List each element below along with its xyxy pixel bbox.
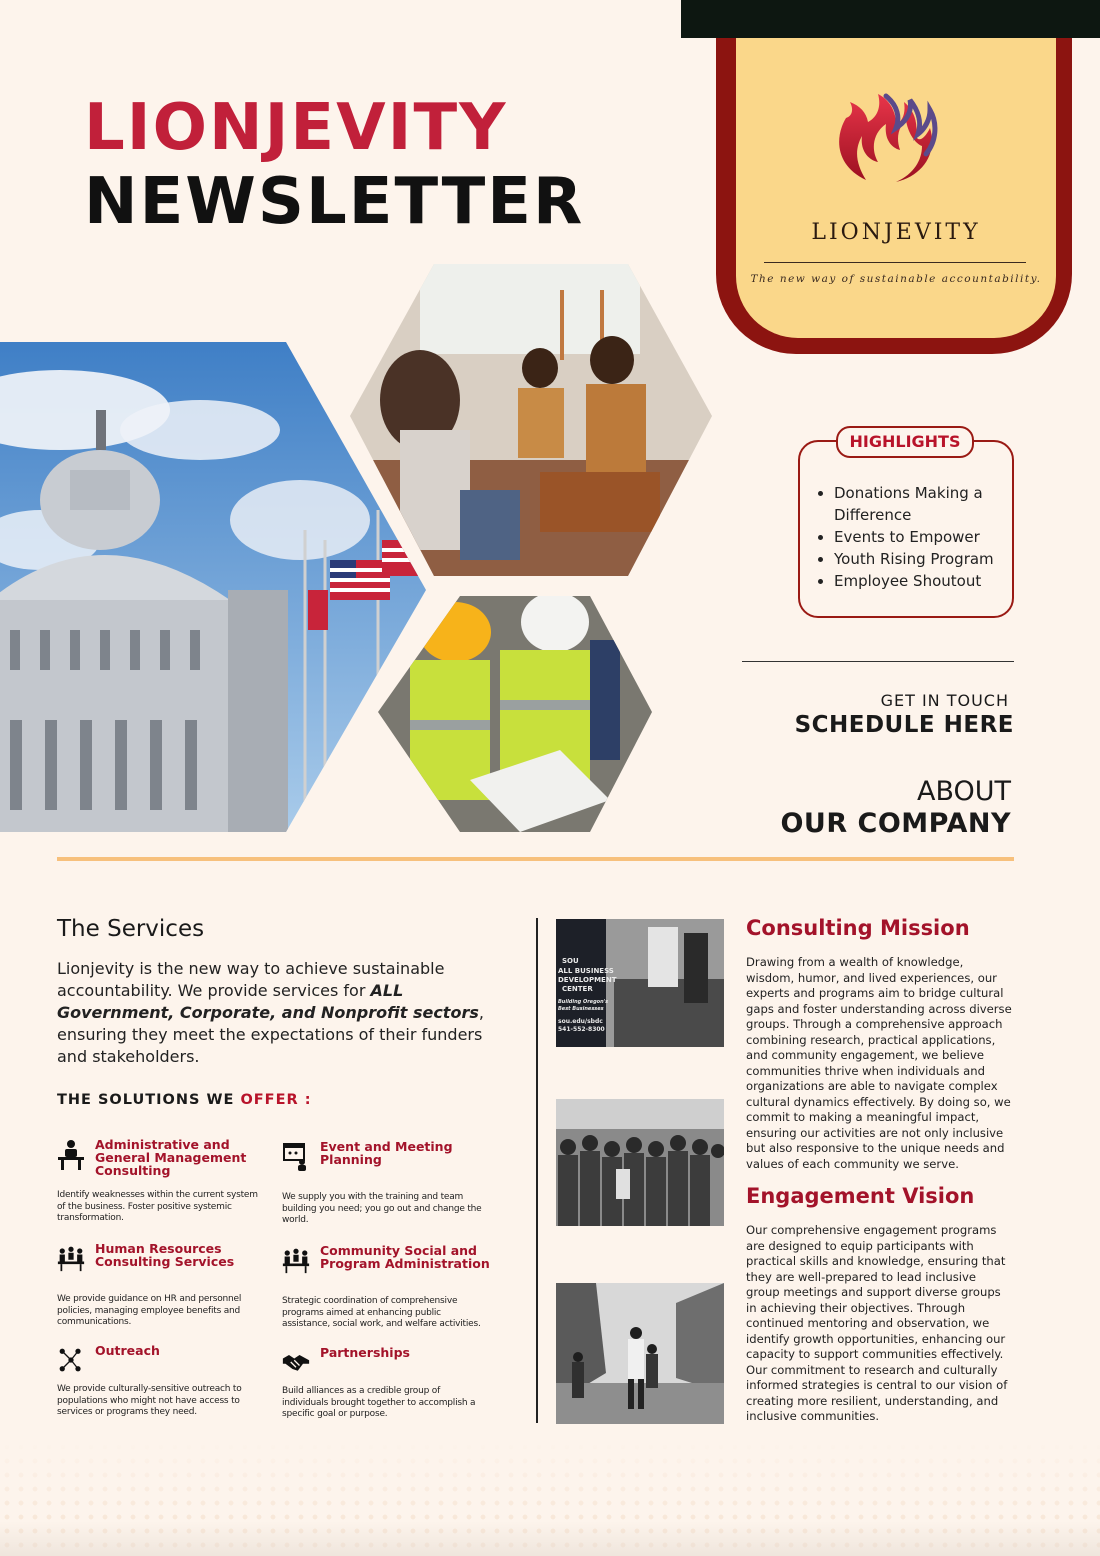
newsletter-title-line2: NEWSLETTER xyxy=(84,165,585,239)
flame-logo-icon xyxy=(826,88,946,188)
handshake-icon xyxy=(282,1346,310,1378)
footer-fade xyxy=(0,1440,1100,1556)
calendar-people-icon xyxy=(282,1140,310,1172)
group-photo xyxy=(556,1099,724,1226)
about-heading-line2: OUR COMPANY xyxy=(780,808,1011,839)
solution-item xyxy=(57,1242,267,1332)
logo-card xyxy=(736,38,1056,338)
solution-description: We provide culturally-sensitive outreach to populations who might not have access to services or programs they need. xyxy=(57,1384,242,1417)
solution-item xyxy=(282,1140,492,1230)
top-bar xyxy=(681,0,1100,38)
engagement-vision-title: Engagement Vision xyxy=(746,1184,975,1208)
logo-tagline: The new way of sustainable accountability. xyxy=(750,273,1042,285)
network-people-icon xyxy=(57,1344,85,1376)
logo-brand-name: LIONJEVITY xyxy=(811,220,981,245)
solution-title: Partnerships xyxy=(320,1345,410,1360)
hero-image-collage xyxy=(0,260,720,840)
services-title: The Services xyxy=(57,916,205,942)
solution-item xyxy=(57,1138,267,1228)
engagement-vision-text: Our comprehensive engagement programs are designed to equip participants with practical skills and knowledge, ensuring that they are well-prepared to lead inclusive group meetings and support diverse groups in achieving their objectives. Through continued mentoring and observation, we identify growth opportunities, enhancing our capacity to support communities effectively. Our commitment to research and culturally informed strategies is central to our vision of creating more resilient, understanding, and inclusive communities. xyxy=(746,1223,1008,1423)
gold-divider xyxy=(57,857,1014,861)
solution-description: Build alliances as a credible group of individuals brought together to accomplish a specific goal or purpose. xyxy=(282,1386,476,1419)
office-sign-text: SOU ALL BUSINESS DEVELOPMENT CENTER Building Oregon's Best Businesses sou.edu/sbdc 541-552-8300 xyxy=(558,957,617,1033)
desk-person-icon xyxy=(57,1138,85,1170)
services-intro: Lionjevity is the new way to achieve sustainable accountability. We provide services for ALL Government, Corporate, and Nonprofit sectors, ensuring they meet the expectations of their funders and stakeholders. xyxy=(57,959,484,1066)
solution-title: Event and Meeting Planning xyxy=(320,1139,453,1167)
meeting-photo xyxy=(340,260,720,580)
newsletter-title-line1: LIONJEVITY xyxy=(84,91,508,165)
office-photo xyxy=(556,919,724,1047)
community-table-icon xyxy=(282,1244,310,1276)
solution-description: Identify weaknesses within the current system of the business. Foster positive systemic transformation. xyxy=(57,1190,258,1223)
schedule-here-link[interactable]: SCHEDULE HERE xyxy=(794,712,1014,738)
sectors-emphasis: ALL Government, Corporate, and Nonprofit sectors xyxy=(57,981,479,1022)
solution-title: Community Social and Program Administration xyxy=(320,1243,490,1271)
highlight-item[interactable]: • Youth Rising Program xyxy=(834,548,1034,570)
solution-title: Outreach xyxy=(95,1343,160,1358)
column-divider xyxy=(536,918,538,1423)
solution-title: Administrative and General Management Consulting xyxy=(95,1137,247,1178)
highlights-label: HIGHLIGHTS xyxy=(836,426,974,458)
consulting-mission-title: Consulting Mission xyxy=(746,916,970,940)
highlight-item[interactable]: • Events to Empower xyxy=(834,526,1034,548)
solutions-heading: THE SOLUTIONS WE OFFER : xyxy=(57,1092,312,1108)
solution-description: Strategic coordination of comprehensive programs aimed at enhancing public assistance, social work, and welfare activities. xyxy=(282,1296,481,1329)
about-heading-line1: ABOUT xyxy=(916,776,1011,807)
street-walk-photo xyxy=(556,1283,724,1424)
highlight-item[interactable]: • Donations Making a Difference xyxy=(834,482,1034,526)
solution-item xyxy=(57,1344,267,1424)
solution-description: We supply you with the training and team building you need; you go out and change the world. xyxy=(282,1192,482,1225)
get-in-touch-label: GET IN TOUCH xyxy=(880,691,1009,710)
divider-line xyxy=(742,661,1014,662)
highlights-list xyxy=(812,482,1034,592)
consulting-mission-text: Drawing from a wealth of knowledge, wisdom, humor, and lived experiences, our experts and programs aim to bridge cultural gaps and foster understanding across diverse groups. Through a comprehensive approach combining research, practical applications, and community engagement, we believe communities thrive when individuals and organizations are able to navigate complex cultural dynamics effectively. By doing so, we commit to making a meaningful impact, ensuring our activities are not only inclusive but also responsive to the unique needs and values of each community we serve. xyxy=(746,955,1012,1171)
team-table-icon xyxy=(57,1242,85,1274)
logo-divider xyxy=(764,262,1026,263)
solution-description: We provide guidance on HR and personnel policies, managing employee benefits and communications. xyxy=(57,1294,242,1327)
solution-item xyxy=(282,1346,492,1426)
highlight-item[interactable]: • Employee Shoutout xyxy=(834,570,1034,592)
solution-item xyxy=(282,1244,492,1334)
solution-title: Human Resources Consulting Services xyxy=(95,1241,235,1269)
construction-photo xyxy=(370,590,660,840)
